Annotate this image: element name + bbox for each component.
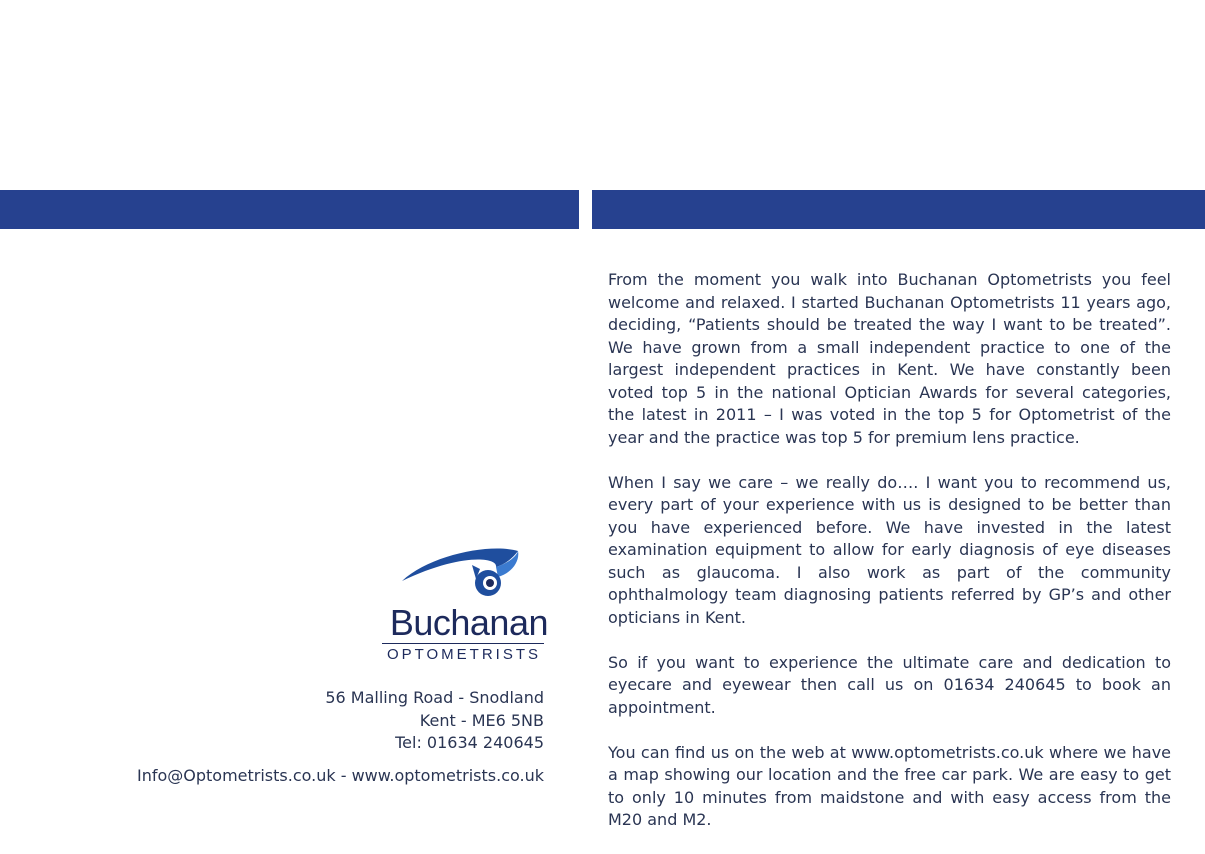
address-postcode: Kent - ME6 5NB	[419, 710, 544, 730]
body-text	[608, 269, 1171, 854]
contact-line[interactable]: Info@Optometrists.co.uk - www.optometrists.co.uk	[136, 766, 544, 785]
eye-swoosh-icon	[400, 545, 540, 605]
address-block	[325, 687, 544, 755]
address-street: 56 Malling Road - Snodland	[325, 688, 544, 707]
company-logo	[380, 545, 548, 665]
paragraph-intro: From the moment you walk into Buchanan Optometrists you feel welcome and relaxed. I started Buchanan Optometrists 11 years ago, deciding, “Patients should be treated the way I want to be treated”. We have grown from a small independent practice to one of the largest independent practices in Kent. We have constantly been voted top 5 in the national Optician Awards for several categories, the latest in 2011 – I was voted in the top 5 for Optometrist of the year and the practice was top 5 for premium lens practice.	[608, 270, 1171, 447]
logo-divider	[382, 643, 544, 644]
logo-name: Buchanan	[389, 602, 548, 643]
logo-subtitle: OPTOMETRISTS	[386, 646, 542, 663]
header-band-left	[0, 190, 579, 229]
paragraph-booking: So if you want to experience the ultimate care and dedication to eyecare and eyewear then call us on 01634 240645 to book an appointment.	[608, 652, 1171, 717]
paragraph-web: You can find us on the web at www.optometrists.co.uk where we have a map showing our location and the free car park. We are easy to get to only 10 minutes from maidstone and with easy access from the M20 and M2.	[608, 742, 1171, 829]
paragraph-care: When I say we care – we really do…. I want you to recommend us, every part of your experience with us is designed to be better than you have experienced before. We have invested in the latest examination equipment to allow for early diagnosis of eye diseases such as glaucoma. I also work as part of the community ophthalmology team diagnosing patients referred by GP’s and other opticians in Kent.	[608, 472, 1171, 627]
address-phone: Tel: 01634 240645	[395, 733, 544, 752]
header-band-right	[592, 190, 1205, 229]
